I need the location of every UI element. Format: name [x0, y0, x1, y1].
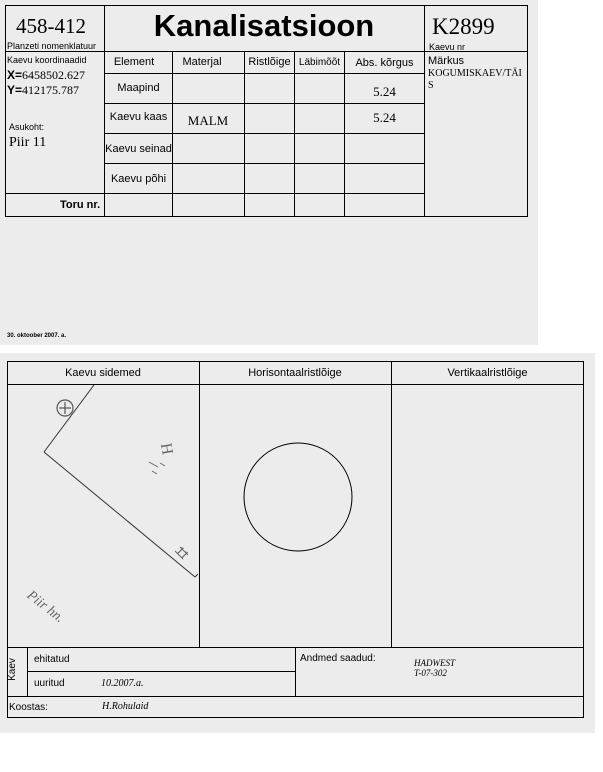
- row-elevation-cover: 5.24: [373, 110, 396, 125]
- col-header-elevation: Abs. kõrgus: [355, 57, 414, 69]
- col-horizontal-section: Horisontaalristlõige: [248, 367, 342, 379]
- row-element-walls: Kaevu seinad: [105, 143, 172, 155]
- data-from-label: Andmed saadud:: [300, 653, 376, 664]
- coords-label: Kaevu koordinaadid: [7, 55, 87, 65]
- compiled-label: Koostas:: [9, 702, 48, 713]
- manhole-symbol-icon: [57, 400, 73, 416]
- col-header-diameter: Läbimõõt: [298, 57, 341, 68]
- col-well-connections: Kaevu sidemed: [65, 367, 141, 379]
- pipe-label: Toru nr.: [60, 199, 101, 211]
- sketch-label-street: Piir hn.: [23, 588, 67, 627]
- data-from-value-2: T-07-302: [414, 668, 447, 678]
- col-header-cross-section: Ristlõige: [248, 56, 291, 68]
- sketch-label-number: 11: [172, 542, 193, 563]
- row-element-cover: Kaevu kaas: [109, 111, 168, 123]
- col-vertical-section: Vertikaalristlõige: [447, 367, 528, 379]
- well-code: K2899: [432, 14, 495, 39]
- notes-value: KOGUMISKAEV/TÄIS: [428, 68, 522, 91]
- date-stamp: 30. oktoober 2007. a.: [7, 333, 67, 339]
- data-from-value-1: HADWEST: [414, 658, 455, 668]
- location-label: Asukoht:: [9, 122, 45, 132]
- location-value: Piir 11: [9, 135, 47, 150]
- surveyed-label: uuritud: [34, 678, 65, 689]
- sketch-label-h: H: [156, 441, 176, 457]
- row-elevation-ground: 5.24: [373, 84, 396, 99]
- row-element-bottom: Kaevu põhi: [110, 173, 167, 185]
- side-label: Kaev: [6, 658, 18, 681]
- col-header-element: Element: [113, 56, 155, 68]
- row-element-ground: Maapind: [117, 82, 160, 94]
- y-coordinate: Y=412175.787: [7, 83, 80, 97]
- card-title: Kanalisatsioon: [153, 8, 375, 43]
- well-code-label: Kaevu nr: [429, 42, 466, 52]
- x-coordinate: X=6458502.627: [7, 68, 86, 82]
- col-header-material: Materjal: [182, 56, 222, 68]
- notes-label: Märkus: [428, 55, 465, 67]
- row-material-cover: MALM: [187, 113, 229, 128]
- surveyed-value: 10.2007.a.: [101, 678, 144, 689]
- horizontal-section-circle: [200, 385, 390, 646]
- nomenclature-label: Planzeti nomenklatuur: [7, 41, 97, 51]
- built-label: ehitatud: [34, 654, 70, 665]
- nomenclature-code: 458-412: [16, 14, 86, 38]
- compiled-value: H.Rohulaid: [102, 701, 149, 712]
